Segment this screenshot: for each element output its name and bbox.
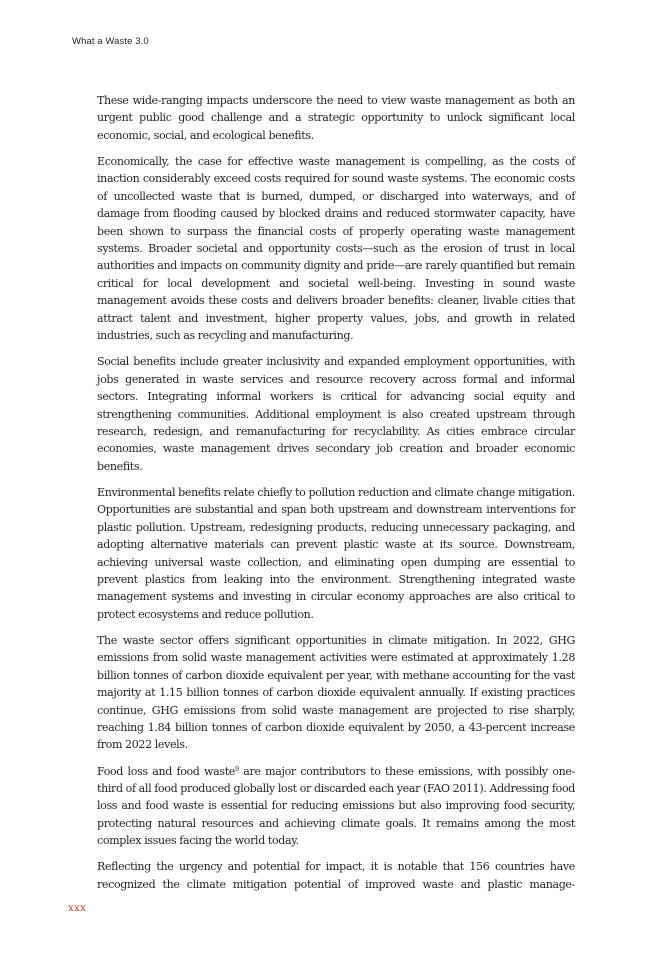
paragraph-environmental: Environmental benefits relate chiefly to pollution reduction and climate change mitigation. Opportunities are substantial and span both upstream and downstream interventions for plastic pollution. Upstream, redesigning products, reducing unnecessary packaging, and adopting alternative materials can prevent plastic waste at its source. Downstream, achieving universal waste collection, and eliminating open dumping are essential to prevent plastics from leaking into the environment. Strengthening integrated waste management systems and investing in circular economy approaches are also critical to protect ecosystems and reduce pollution. bbox=[97, 485, 575, 621]
paragraph-food-waste bbox=[97, 763, 575, 850]
paragraph-countries: Reflecting the urgency and potential for impact, it is notable that 156 countries have recognized the climate mitigation potential of improved waste and plastic manage- bbox=[97, 860, 575, 891]
paragraph-impacts: These wide-ranging impacts underscore the need to view waste management as both an urgent public good challenge and a strategic opportunity to unlock significant local economic, social, and ecological benefits. bbox=[97, 94, 575, 142]
food-waste-rest: are major contributors to these emissions, with possibly one-third of all food produced globally lost or discarded each year (FAO 2011). Addressing food loss and food waste is essential for reducing emissions but also improving food security, protecting natural resources and achieving climate goals. It remains among the most complex issues facing the world today. bbox=[97, 764, 575, 848]
paragraph-climate-mitigation: The waste sector offers significant opportunities in climate mitigation. In 2022, GHG emissions from solid waste management activities were estimated at approximately 1.28 billion tonnes of carbon dioxide equivalent per year, with methane accounting for the vast majority at 1.15 billion tonnes of carbon dioxide equivalent annually. If existing practices continue, GHG emissions from solid waste management are projected to rise sharply, reaching 1.84 billion tonnes of carbon dioxide equivalent by 2050, a 43-percent increase from 2022 levels. bbox=[97, 633, 575, 752]
paragraph-economic: Economically, the case for effective waste management is compelling, as the costs of inaction considerably exceed costs required for sound waste systems. The economic costs of uncollected waste that is burned, dumped, or discharged into waterways, and of damage from flooding caused by blocked drains and reduced stormwater capacity, have been shown to surpass the financial costs of properly operating waste management systems. Broader societal and opportunity costs—such as the erosion of trust in local authorities and impacts on community dignity and pride—are rarely quantified but remain critical for local development and societal well-being. Investing in sound waste management avoids these costs and delivers broader benefits: cleaner, livable cities that attract talent and investment, higher property values, jobs, and growth in related industries, such as recycling and manufacturing. bbox=[97, 155, 575, 343]
page-number: xxx bbox=[68, 903, 87, 914]
footnote-marker[interactable]: 9 bbox=[234, 764, 239, 773]
paragraph-social: Social benefits include greater inclusivity and expanded employment opportunities, with jobs generated in waste services and resource recovery across formal and informal sectors. Integrating informal workers is critical for advancing social equity and strengthening communities. Additional employment is also created upstream through research, redesign, and remanufacturing for recyclability. As cities embrace circular economies, waste management drives secondary job creation and broader economic benefits. bbox=[97, 355, 575, 473]
food-waste-lead: Food loss and food waste bbox=[97, 764, 235, 778]
running-header: What a Waste 3.0 bbox=[72, 36, 149, 47]
body-text bbox=[97, 92, 575, 902]
